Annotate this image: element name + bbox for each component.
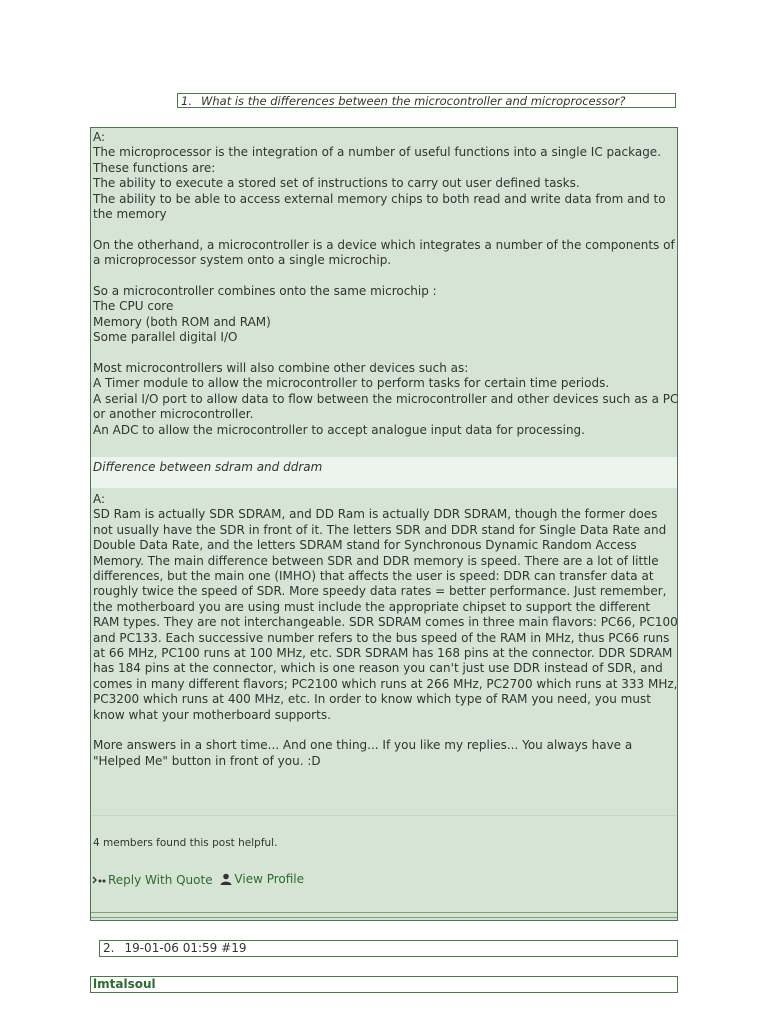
post-footer-rule [91, 912, 677, 918]
question-text: What is the differences between the microcontroller and microprocessor? [200, 94, 626, 108]
answer-paragraph: A: The microprocessor is the integration of a number of useful functions into a single IC package. These functions are: The ability to execute a stored set of instructions to carry out user defined tasks. The ability to be able to access external memory chips to both read and write data from and to the memory [93, 130, 666, 222]
answer-one [91, 130, 681, 438]
answer-paragraph: Most microcontrollers will also combine other devices such as: A Timer module to allow the microcontroller to perform tasks for certain time periods. A serial I/O port to allow data to flow between the microcontroller and other devices such as a PC or another microcontroller. An ADC to allow the microcontroller to accept analogue input data for processing. [93, 361, 679, 437]
answer-paragraph: On the otherhand, a microcontroller is a device which integrates a number of the components of a microprocessor system onto a single microchip. [93, 237, 675, 268]
question-number: 1. [181, 94, 192, 108]
answer-two [91, 492, 681, 769]
question-title [177, 93, 676, 108]
divider [91, 815, 677, 816]
post-number: 2. [103, 941, 115, 955]
reply-with-quote-label: Reply With Quote [108, 873, 213, 887]
subheading: Difference between sdram and ddram [91, 457, 677, 488]
user-icon [220, 873, 232, 885]
post-actions [92, 872, 304, 888]
answer-paragraph: So a microcontroller combines onto the same microchip : The CPU core Memory (both ROM and RAM) Some parallel digital I/O [93, 284, 437, 345]
view-profile-label: View Profile [234, 872, 305, 886]
quote-icon [92, 875, 106, 885]
helpful-count: 4 members found this post helpful. [93, 837, 278, 849]
username[interactable]: lmtalsoul [90, 976, 678, 993]
reply-with-quote-button[interactable] [92, 873, 213, 887]
post-link[interactable]: #19 [221, 941, 247, 955]
post-datetime: 19-01-06 01:59 [124, 941, 218, 955]
view-profile-button[interactable] [220, 872, 304, 886]
post-panel [90, 127, 678, 921]
answer-paragraph: More answers in a short time... And one thing... If you like my replies... You always have a "Helped Me" button in front of you. :D [93, 738, 633, 768]
answer-paragraph: A: SD Ram is actually SDR SDRAM, and DD Ram is actually DDR SDRAM, though the former does not usually have the SDR in front of it. The letters SDR and DDR stand for Single Data Rate and Double Data Rate, and the letters SDRAM stand for Synchronous Dynamic Random Access Memory. The main difference between SDR and DDR memory is speed. There are a lot of little differences, but the main one (IMHO) that affects the user is speed: DDR can transfer data at roughly twice the speed of SDR. More speedy data rates = better performance. Just remember, the motherboard you are using must include the appropriate chipset to support the different RAM types. They are not interchangeable. SDR SDRAM comes in three main flavors: PC66, PC100 and PC133. Each successive number refers to the bus speed of the RAM in MHz, thus PC66 runs at 66 MHz, PC100 runs at 100 MHz, etc. SDR SDRAM has 168 pins at the connector. DDR SDRAM has 184 pins at the connector, which is one reason you can't just use DDR instead of SDR, and comes in many different flavors; PC2100 which runs at 266 MHz, PC2700 which runs at 333 MHz, PC3200 which runs at 400 MHz, etc. In order to know which type of RAM you need, you must know what your motherboard supports. [93, 492, 678, 722]
post-meta [99, 940, 678, 957]
